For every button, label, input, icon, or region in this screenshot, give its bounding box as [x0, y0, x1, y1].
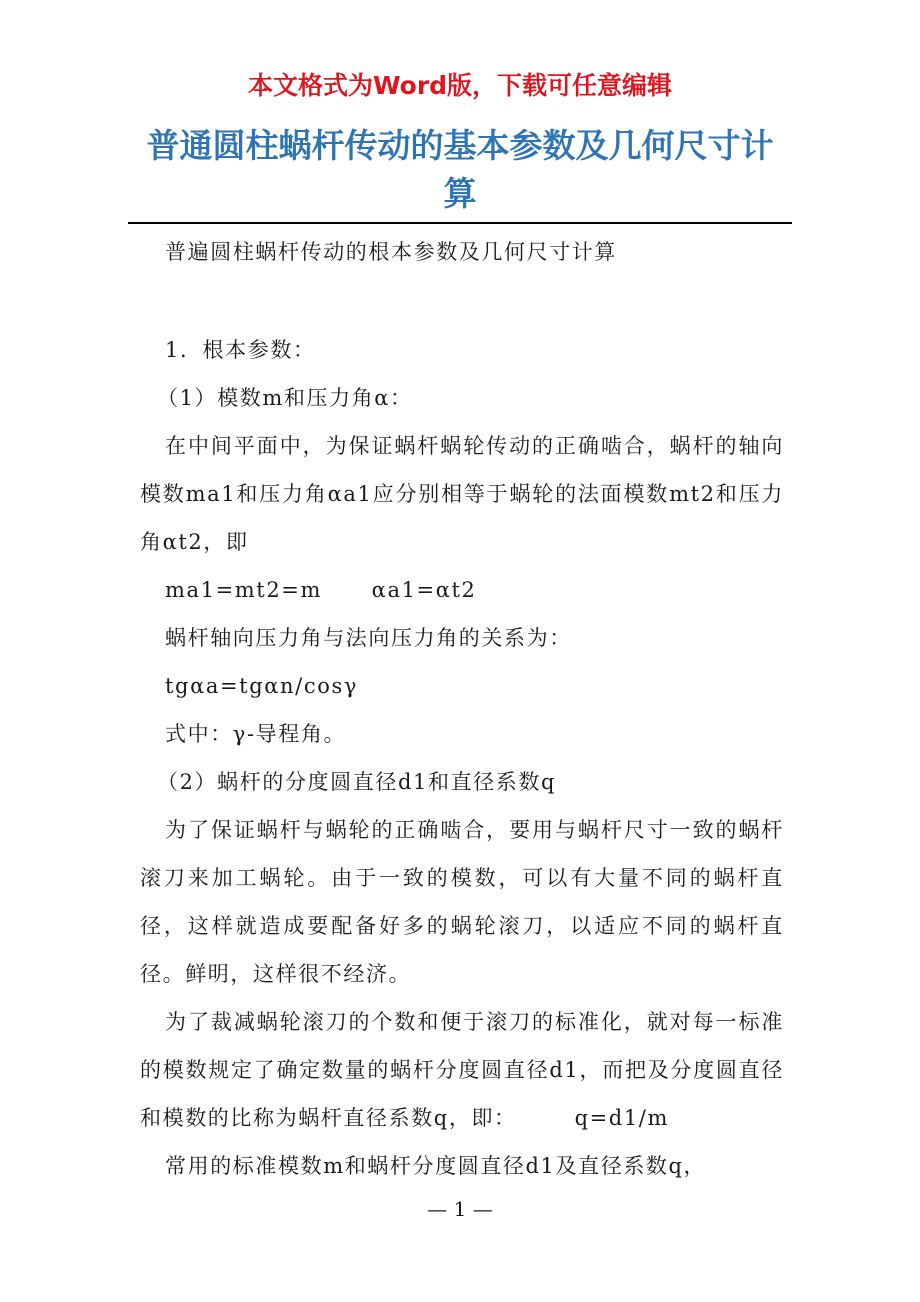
document-title: 普通圆柱蜗杆传动的基本参数及几何尺寸计算 [146, 126, 774, 213]
paragraph-standard-module: 常用的标准模数m和蜗杆分度圆直径d1及直径系数q， [165, 1154, 707, 1178]
subsection-heading-pitch-diameter: （2）蜗杆的分度圆直径d1和直径系数q [157, 770, 557, 794]
page-number: — 1 — [427, 1197, 493, 1221]
section-heading-basic-parameters: 1．根本参数： [165, 338, 316, 362]
subsection-heading-module-pressure-angle: （1）模数m和压力角α： [157, 386, 413, 410]
paragraph-meshing-condition: 在中间平面中，为保证蜗杆蜗轮传动的正确啮合，蜗杆的轴向模数ma1和压力角αa1应分别相等于蜗轮的法面模数mt2和压力角αt2，即 [140, 434, 784, 554]
paragraph-diameter-coefficient: 为了裁减蜗轮滚刀的个数和便于滚刀的标准化，就对每一标准的模数规定了确定数量的蜗杆分度圆直径d1，而把及分度圆直径和模数的比称为蜗杆直径系数q，即： q=d1/m [140, 1010, 784, 1130]
paragraph-pressure-angle-relation: 蜗杆轴向压力角与法向压力角的关系为： [165, 626, 572, 650]
intro-paragraph: 普遍圆柱蜗杆传动的根本参数及几何尺寸计算 [165, 240, 617, 264]
paragraph-hob-cutter: 为了保证蜗杆与蜗轮的正确啮合，要用与蜗杆尺寸一致的蜗杆滚刀来加工蜗轮。由于一致的模数，可以有大量不同的蜗杆直径，这样就造成要配备好多的蜗轮滚刀，以适应不同的蜗杆直径。鲜明，这样很不经济。 [140, 818, 784, 986]
download-banner: 本文格式为Word版，下载可任意编辑 [247, 71, 673, 100]
title-divider [128, 222, 792, 224]
formula-pressure-angle: tgαa=tgαn/cosγ [165, 674, 358, 698]
formula-legend: 式中：γ-导程角。 [165, 722, 347, 746]
formula-module-equality: ma1=mt2=m αa1=αt2 [165, 578, 477, 602]
